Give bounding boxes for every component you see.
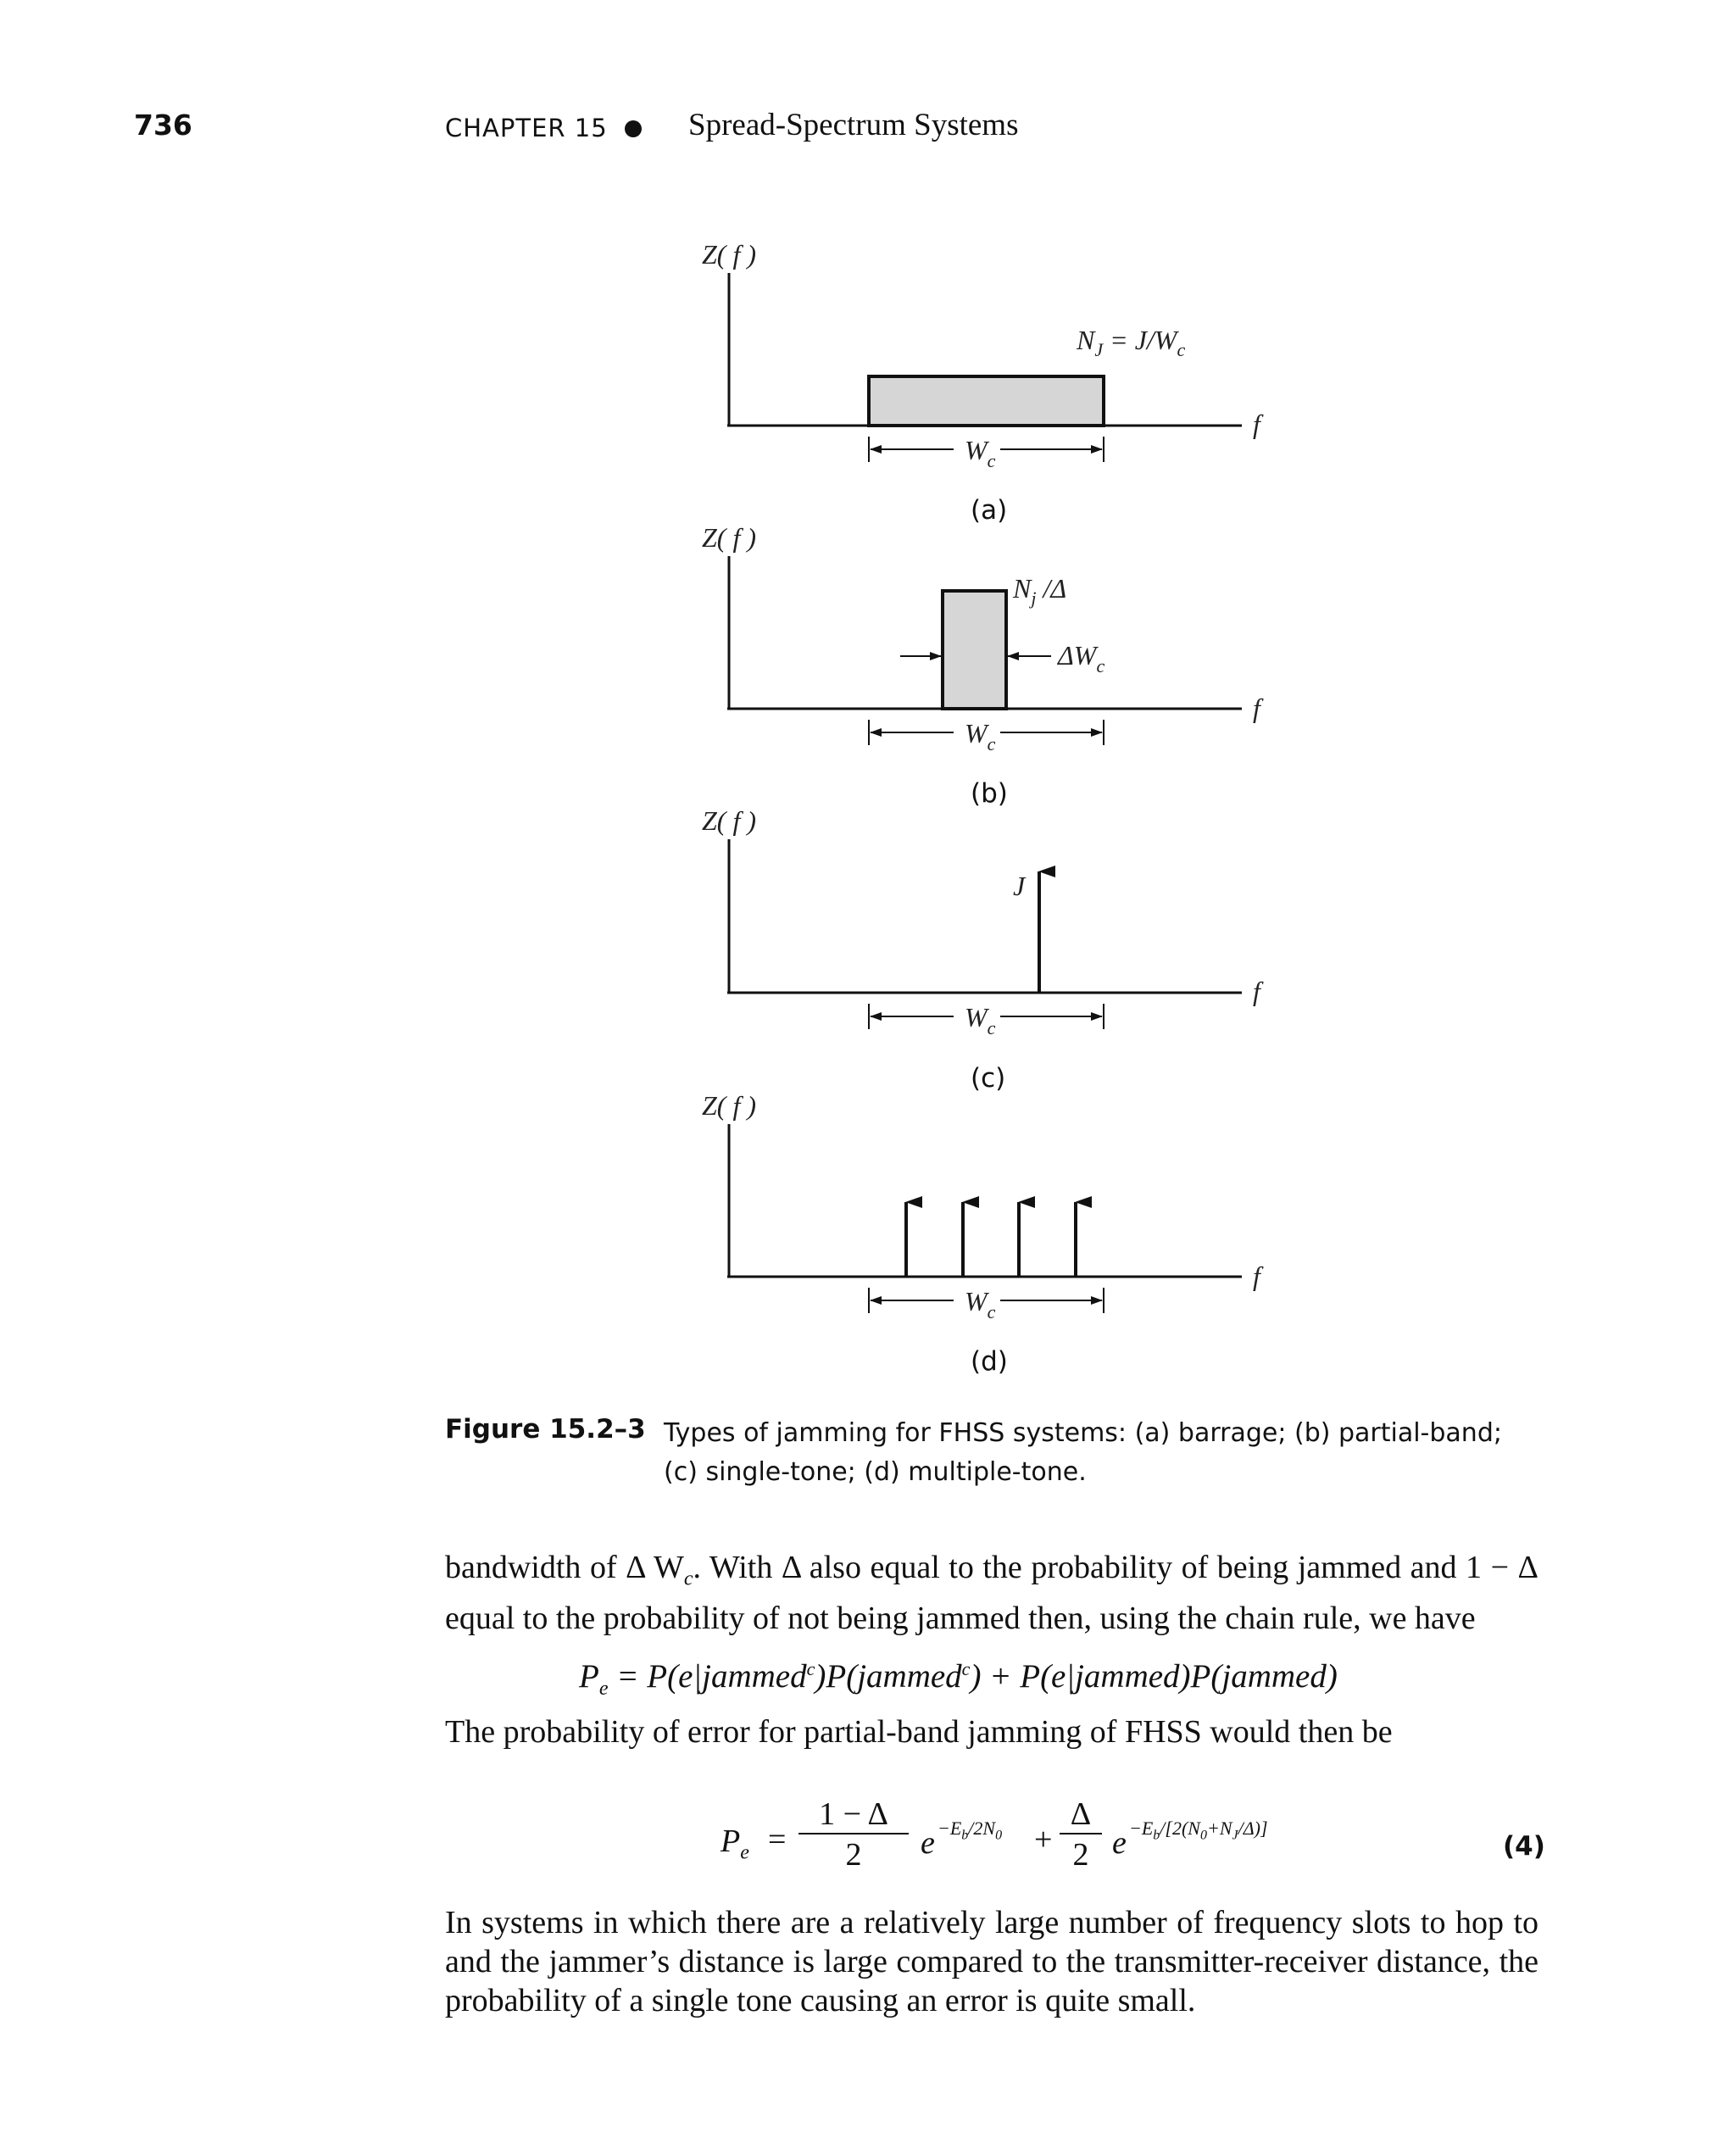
- equation-number: (4): [1503, 1831, 1545, 1862]
- axis-label-a: Z( f ): [702, 239, 756, 270]
- chapter-title: Spread-Spectrum Systems: [688, 108, 1019, 142]
- level-label-b: $N_j$ /Δ: [1013, 573, 1067, 609]
- panel-a: [702, 239, 1264, 526]
- partial-band: [943, 591, 1006, 709]
- panel-b: [702, 522, 1264, 809]
- exponent-1: $-E_b/2N_0$: [938, 1818, 1003, 1843]
- axis-label-c: Z( f ): [702, 805, 756, 836]
- tone-label-c: J: [1013, 871, 1026, 901]
- figure-label: Figure 15.2–3: [445, 1414, 646, 1445]
- axis-label-b: Z( f ): [702, 522, 756, 553]
- bandwidth-label-c: $W_c$: [965, 1002, 996, 1038]
- freq-label-a: f: [1253, 409, 1260, 439]
- freq-label-b: f: [1253, 693, 1260, 723]
- bandwidth-label-d: $W_c$: [965, 1286, 996, 1322]
- width-label-b: $\Delta W_c$: [1058, 640, 1105, 676]
- panel-label-c: (c): [971, 1063, 1006, 1094]
- panel-label-d: (d): [971, 1346, 1008, 1377]
- panel-c: [702, 805, 1264, 1094]
- panel-label-b: (b): [971, 778, 1008, 809]
- panel-label-a: (a): [971, 495, 1008, 526]
- barrage-band: [869, 376, 1104, 426]
- body-paragraph-1: bandwidth of Δ $W_c$. With Δ also equal to the probability of being jammed and 1 − Δ equal to the probability of not being jammed then, using the chain rule, we have: [445, 1550, 1538, 1636]
- equation-chain-rule: $P_e$ = P(e|jammed$^c$)P(jammed$^c$) + P(e|jammed)P(jammed): [579, 1658, 1338, 1700]
- page-number: 736: [134, 109, 192, 142]
- fraction-2: $\frac{\Delta}{2}$: [1060, 1795, 1102, 1873]
- body-paragraph-2: The probability of error for partial-band jamming of FHSS would then be: [445, 1714, 1393, 1750]
- level-label-a: $N_J = J/W_c$: [1077, 325, 1186, 360]
- body-paragraph-3: In systems in which there are a relatively large number of frequency slots to hop to and the jammer’s distance is large compared to the transmitter-receiver distance, the probability of a single tone causing an error is quite small.: [445, 1905, 1538, 2018]
- figure-caption: Types of jamming for FHSS systems: (a) barrage; (b) partial-band; (c) single-tone; (d) multiple-tone.: [664, 1418, 1502, 1487]
- chapter-label: CHAPTER 15: [445, 114, 608, 142]
- panel-d: [702, 1090, 1264, 1377]
- bandwidth-label-b: $W_c$: [965, 718, 996, 754]
- fraction-1: $\frac{1 - \Delta}{2}$: [798, 1795, 909, 1873]
- bandwidth-label-a: $W_c$: [965, 435, 996, 471]
- exponent-2: $-E_b/[2(N_0+N_J/\Delta)]$: [1129, 1818, 1268, 1843]
- freq-label-d: f: [1253, 1261, 1260, 1291]
- freq-label-c: f: [1253, 976, 1260, 1006]
- axis-label-d: Z( f ): [702, 1090, 756, 1121]
- equation-pe: $P_e$ = $\frac{1 - \Delta}{2}$ e $-E_b/2N_0$ + $\frac{\Delta}{2}$ e $-E_b/[2(N_0+N_J/\Delta)]$: [721, 1796, 1268, 1873]
